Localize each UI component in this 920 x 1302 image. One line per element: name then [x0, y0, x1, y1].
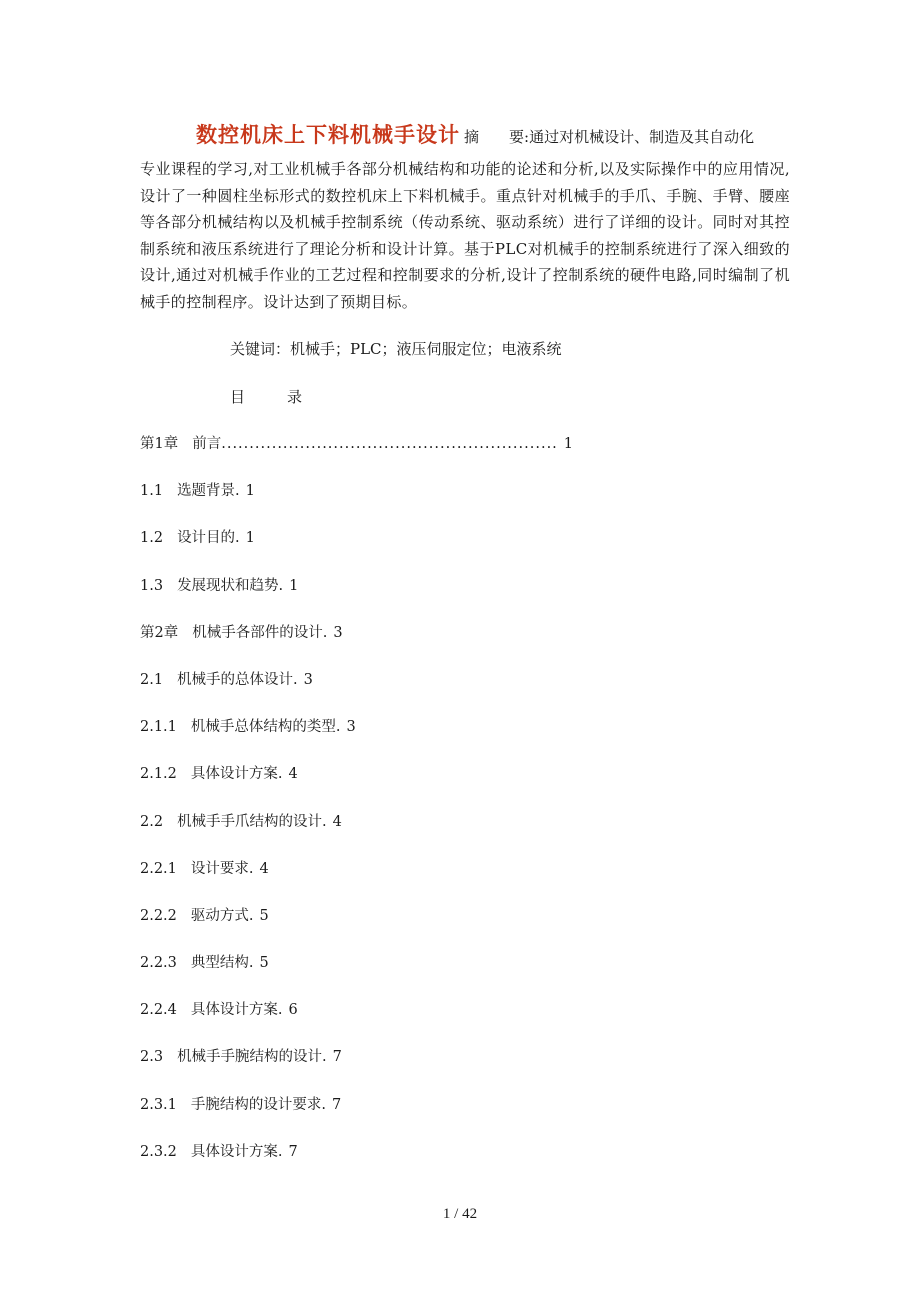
toc-entry-number: 1.3 [140, 577, 164, 594]
abstract-first-line: 通过对机械设计、制造及其自动化 [529, 128, 755, 146]
toc-entry-number: 2.2.3 [140, 955, 177, 972]
toc-entry[interactable] [140, 905, 573, 952]
toc-entry-label: 具体设计方案. [190, 766, 283, 783]
toc-entry-number: 2.3.2 [140, 1143, 177, 1160]
toc-entry-label: 机械手手腕结构的设计. [177, 1049, 327, 1066]
toc-entry-label: 具体设计方案. [190, 1002, 283, 1019]
toc-entry[interactable] [140, 480, 573, 527]
toc-entry[interactable] [140, 433, 573, 480]
abstract-body: 专业课程的学习,对工业机械手各部分机械结构和功能的论述和分析,以及实际操作中的应用情况,设计了一种圆柱坐标形式的数控机床上下料机械手。重点针对机械手的手爪、手腕、手臂、腰座等各部分机械结构以及机械手控制系统（传动系统、驱动系统）进行了详细的设计。同时对其控制系统和液压系统进行了理论分析和设计计算。基于PLC对机械手的控制系统进行了深入细致的设计,通过对机械手作业的工艺过程和控制要求的分析,设计了控制系统的硬件电路,同时编制了机械手的控制程序。设计达到了预期目标。 [140, 160, 790, 311]
toc-entry-label: 驱动方式. [190, 907, 254, 924]
toc-entry[interactable] [140, 1094, 573, 1141]
toc-entry[interactable] [140, 1046, 573, 1093]
abstract-label: 摘 [464, 128, 480, 146]
toc-entry-label: 手腕结构的设计要求. [190, 1096, 327, 1113]
toc-entry-page: 1 [563, 436, 574, 452]
toc-entry-page: 7 [288, 1143, 298, 1160]
toc-entry[interactable] [140, 575, 573, 622]
toc-heading-right: 录 [287, 388, 303, 406]
toc-entry-page: 5 [259, 955, 269, 972]
toc-entry-label: 机械手总体结构的类型. [190, 719, 341, 736]
toc-entry[interactable] [140, 858, 573, 905]
toc-entry-page: 1 [245, 530, 255, 547]
toc-entry-label: 前言 [192, 436, 222, 452]
toc-entry-label: 典型结构. [190, 955, 254, 972]
toc-entry-number: 2.1.2 [140, 766, 177, 783]
toc-entry[interactable] [140, 999, 573, 1046]
toc-entry[interactable] [140, 1141, 573, 1188]
toc-entry-page: 3 [346, 719, 356, 736]
toc-entry-label: 发展现状和趋势. [177, 577, 284, 594]
toc-entry-page: 4 [332, 813, 342, 830]
toc-entry-number: 2.2.2 [140, 907, 177, 924]
toc-entry-page: 1 [245, 483, 255, 500]
toc-entry-number: 2.2.1 [140, 860, 177, 877]
toc-entry-leader: ............................................................ [221, 436, 558, 452]
toc-entry[interactable] [140, 763, 573, 810]
toc-entry-number: 2.1.1 [140, 719, 177, 736]
toc-entry-number: 第1章 [140, 436, 179, 452]
toc-entry-number: 1.2 [140, 530, 164, 547]
toc-entry-number: 2.2.4 [140, 1002, 177, 1019]
toc-entry[interactable] [140, 811, 573, 858]
toc-entry-number: 第2章 [140, 624, 179, 641]
toc-entry-number: 2.2 [140, 813, 164, 830]
toc-entry-label: 机械手手爪结构的设计. [177, 813, 327, 830]
page-number: 1 / 42 [442, 1206, 478, 1222]
toc-entry-page: 4 [259, 860, 269, 877]
toc-entry[interactable] [140, 669, 573, 716]
toc-entry-label: 设计目的. [177, 530, 240, 547]
toc-heading-left: 目 [230, 388, 246, 406]
toc-entry[interactable] [140, 527, 573, 574]
toc-entry-page: 1 [289, 577, 299, 594]
toc-entry-label: 选题背景. [177, 483, 240, 500]
toc-entry-label: 机械手的总体设计. [177, 671, 298, 688]
toc-entry-page: 7 [332, 1096, 342, 1113]
toc-entry-label: 设计要求. [190, 860, 254, 877]
toc-entry[interactable] [140, 952, 573, 999]
toc-entry-page: 5 [259, 907, 269, 924]
toc-entry-page: 3 [333, 624, 343, 641]
toc-entry-number: 2.3.1 [140, 1096, 177, 1113]
toc-entry-page: 6 [288, 1002, 298, 1019]
toc-heading [230, 386, 302, 407]
title-abstract-line [196, 120, 754, 152]
toc-entry-label: 具体设计方案. [190, 1143, 283, 1160]
document-title: 数控机床上下料机械手设计 [196, 123, 460, 147]
toc-entry-number: 2.3 [140, 1049, 164, 1066]
toc-entry-number: 1.1 [140, 483, 164, 500]
toc-entry-page: 7 [332, 1049, 342, 1066]
toc-entry-page: 4 [288, 766, 298, 783]
table-of-contents [140, 433, 573, 1188]
abstract-label-2: 要: [509, 128, 530, 146]
toc-entry-label: 机械手各部件的设计. [192, 624, 328, 641]
toc-entry-page: 3 [303, 671, 313, 688]
toc-entry[interactable] [140, 716, 573, 763]
toc-entry-number: 2.1 [140, 671, 164, 688]
toc-entry[interactable] [140, 622, 573, 669]
keywords: 关键词：机械手；PLC；液压伺服定位；电液系统 [230, 340, 562, 358]
